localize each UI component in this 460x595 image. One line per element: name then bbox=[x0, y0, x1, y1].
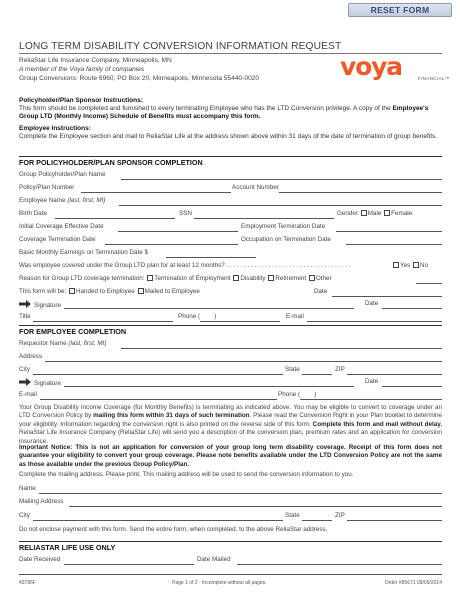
termination-of-employment-checkbox[interactable] bbox=[147, 275, 153, 281]
mailing-address-label: Mailing Address bbox=[19, 498, 64, 505]
date-received-label: Date Received bbox=[19, 556, 61, 563]
birth-date-field[interactable] bbox=[55, 218, 175, 219]
mailing-instruction: Complete the mailing address. Please print. This mailing address will be used to send the conversion information to you. bbox=[19, 471, 354, 478]
mailed-checkbox[interactable] bbox=[138, 288, 144, 294]
male-checkbox[interactable] bbox=[361, 210, 367, 216]
mailing-zip-label: ZIP bbox=[335, 512, 345, 519]
row-mailing-name bbox=[19, 485, 442, 494]
mailing-city-label: City bbox=[19, 512, 30, 519]
occupation-field[interactable] bbox=[346, 244, 442, 245]
row-employee-signature bbox=[19, 378, 442, 387]
basic-earnings-label: Basic Monthly Earnings on Termination Date $ bbox=[19, 249, 149, 256]
female-label: Female bbox=[391, 210, 413, 217]
row-initial-coverage bbox=[19, 223, 442, 232]
coverage-text-3: ReliaStar Life Insurance Company (ReliaStar Life) will send you a description of the conversion plan, premium rates and an application for conversion insurance. bbox=[19, 429, 442, 445]
row-group-policyholder bbox=[19, 171, 442, 180]
retirement-checkbox[interactable] bbox=[268, 275, 274, 281]
state-label: State bbox=[285, 366, 300, 373]
email-field[interactable] bbox=[307, 321, 442, 322]
mailing-state-field[interactable] bbox=[302, 520, 332, 521]
initial-coverage-field[interactable] bbox=[118, 231, 238, 232]
phone-mid: ) bbox=[214, 313, 217, 320]
employee-instructions-text: Complete the Employee section and mail to ReliaStar Life at the address shown above within 31 days of the date of termination of group benefits. bbox=[19, 133, 438, 141]
footer-divider bbox=[19, 574, 442, 575]
policyholder-instructions-heading: Policyholder/Plan Sponsor Instructions: bbox=[19, 97, 143, 104]
employment-termination-label: Employment Termination Date bbox=[241, 223, 326, 230]
city-label: City bbox=[19, 366, 30, 373]
coverage-termination-field[interactable] bbox=[105, 244, 238, 245]
reason-label: Reason for Group LTD coverage termination: bbox=[19, 275, 145, 282]
row-covered-12-months bbox=[19, 262, 442, 271]
row-form-delivery bbox=[19, 288, 442, 297]
employee-signature-arrow-icon bbox=[19, 378, 31, 386]
row-title-phone-email bbox=[19, 313, 442, 322]
mailing-name-label: Name bbox=[19, 485, 36, 492]
employee-instructions bbox=[19, 125, 442, 141]
policyholder-section-heading: FOR POLICYHOLDER/PLAN SPONSOR COMPLETION bbox=[19, 156, 442, 168]
group-policyholder-label: Group Policyholder/Plan Name bbox=[19, 171, 106, 178]
other-reason-field[interactable] bbox=[416, 283, 442, 284]
yes-label: Yes bbox=[400, 262, 411, 269]
address-field[interactable] bbox=[45, 361, 442, 362]
important-notice: Important Notice: This is not an application for conversion of your group long term disability coverage. Receipt of this form does not guarantee your eligibility to convert your group coverage. Please note benefits available under the LTD Conversion Policy are not the same as those available under the previous Group Policy/Plan. bbox=[19, 444, 442, 468]
date-mailed-label: Date Mailed bbox=[197, 556, 231, 563]
employee-signature-label: Signature bbox=[34, 380, 61, 387]
handed-label: Handed to Employee bbox=[76, 288, 135, 295]
handed-checkbox[interactable] bbox=[69, 288, 75, 294]
account-number-field[interactable] bbox=[279, 192, 442, 193]
title-label: Title bbox=[19, 313, 31, 320]
employee-phone-mid: ) bbox=[314, 391, 317, 398]
row-requestor-name bbox=[19, 340, 442, 349]
mailed-label: Mailed to Employee bbox=[144, 288, 200, 295]
company-line-1: ReliaStar Life Insurance Company, Minneapolis, MN bbox=[19, 57, 172, 64]
employee-email-field[interactable] bbox=[40, 399, 277, 400]
employee-instructions-heading: Employee Instructions: bbox=[19, 125, 91, 132]
row-mailing-city bbox=[19, 512, 442, 521]
coverage-termination-label: Coverage Termination Date bbox=[19, 236, 96, 243]
row-no-payment bbox=[19, 526, 442, 535]
voya-logo bbox=[340, 52, 450, 86]
delivery-date-field[interactable] bbox=[332, 296, 442, 297]
initial-coverage-label: Initial Coverage Effective Date bbox=[19, 223, 104, 230]
reset-form-button[interactable]: RESET FORM bbox=[348, 3, 452, 17]
requestor-name-field[interactable] bbox=[121, 348, 442, 349]
company-address bbox=[19, 57, 259, 84]
policyholder-instructions bbox=[19, 97, 442, 122]
row-policyholder-signature bbox=[19, 300, 442, 309]
employee-section-heading: FOR EMPLOYEE COMPLETION bbox=[19, 325, 442, 337]
form-will-be-label: This form will be: bbox=[19, 288, 67, 295]
policy-number-label: Policy/Plan Number bbox=[19, 184, 75, 191]
coverage-bold-2: Complete this form and mail without delay. bbox=[312, 420, 442, 428]
mailing-city-field[interactable] bbox=[33, 520, 283, 521]
mailing-name-field[interactable] bbox=[39, 493, 442, 494]
phone-field[interactable] bbox=[200, 321, 280, 322]
row-basic-earnings bbox=[19, 249, 442, 258]
reason-option-retirement: Retirement bbox=[275, 275, 307, 282]
row-coverage-termination bbox=[19, 236, 442, 245]
voya-logo-word: voya bbox=[340, 52, 402, 81]
yes-checkbox[interactable] bbox=[393, 262, 399, 268]
company-line-3: Group Conversions: Route 6960, PO Box 20, Minneapolis, Minnesota 55440-0020 bbox=[19, 74, 260, 82]
occupation-label: Occupation on Termination Date bbox=[241, 236, 331, 243]
male-label: Male bbox=[367, 210, 382, 217]
coverage-paragraph bbox=[19, 404, 442, 446]
row-policy-number bbox=[19, 184, 442, 193]
employee-phone-field[interactable] bbox=[300, 399, 442, 400]
no-checkbox[interactable] bbox=[413, 262, 419, 268]
employee-name-hint: (last, first, MI) bbox=[67, 197, 106, 204]
signature-arrow-icon bbox=[19, 300, 31, 308]
reason-option-disability: Disability bbox=[240, 275, 266, 282]
coverage-text-1: Your Group Disability Income Coverage (for Monthly Benefits) is terminating as indicated above. You may be eligible to convert to coverage under an LTD Conversion Policy by bbox=[19, 404, 442, 420]
footer-page-number: Page 1 of 2 - Incomplete without all pages. bbox=[172, 580, 267, 586]
phone-label: Phone ( bbox=[178, 313, 201, 320]
row-reason bbox=[19, 275, 442, 284]
state-field[interactable] bbox=[302, 374, 332, 375]
mailing-address-field[interactable] bbox=[69, 506, 442, 507]
company-line-2: A member of the Voya family of companies bbox=[19, 65, 145, 73]
policy-number-field[interactable] bbox=[81, 192, 231, 193]
coverage-bold-1: mailing this form within 31 days of such termination bbox=[93, 412, 250, 420]
female-checkbox[interactable] bbox=[384, 210, 390, 216]
row-birth-ssn-gender bbox=[19, 210, 442, 219]
form-title: LONG TERM DISABILITY CONVERSION INFORMATION REQUEST bbox=[19, 41, 342, 52]
birth-date-label: Birth Date bbox=[19, 210, 47, 217]
coverage-text-2: . Please read the Conversion Right in your Plan booklet to determine your eligibility. Information regarding the conversion right is also printed on the reverse side of this form. bbox=[19, 412, 442, 428]
address-label: Address bbox=[19, 353, 43, 360]
other-checkbox[interactable] bbox=[309, 275, 315, 281]
ssn-field[interactable] bbox=[194, 218, 334, 219]
policyholder-signature-field[interactable] bbox=[64, 308, 354, 309]
policyholder-signature-date-label: Date bbox=[365, 300, 379, 307]
footer-order-number: Order #85671 09/09/2014 bbox=[384, 580, 442, 586]
zip-label: ZIP bbox=[335, 366, 345, 373]
no-payment-note: Do not enclose payment with this form. Send the entire form, when completed, to the above ReliaStar address. bbox=[19, 526, 328, 533]
row-employee-name bbox=[19, 197, 442, 206]
no-label: No bbox=[420, 262, 429, 269]
mailing-zip-field[interactable] bbox=[347, 520, 442, 521]
row-city-state-zip bbox=[19, 366, 442, 375]
title-field[interactable] bbox=[33, 321, 173, 322]
gender-label: Gender: bbox=[337, 210, 360, 217]
date-received-field[interactable] bbox=[64, 564, 194, 565]
row-address bbox=[19, 353, 442, 362]
requestor-name-label: Requestor Name bbox=[19, 340, 67, 347]
employee-signature-date-field[interactable] bbox=[382, 386, 442, 387]
row-mailing-address bbox=[19, 498, 442, 507]
requestor-name-hint: (last, first, MI) bbox=[68, 340, 107, 347]
employee-signature-date-label: Date bbox=[365, 378, 379, 385]
reason-option-termination: Termination of Employment bbox=[154, 275, 231, 282]
policyholder-instructions-bold: Employee's Group LTD (Monthly Income) Schedule of Benefits must accompany this form. bbox=[19, 105, 429, 121]
basic-earnings-field[interactable] bbox=[166, 257, 256, 258]
mailing-state-label: State bbox=[285, 512, 300, 519]
disability-checkbox[interactable] bbox=[233, 275, 239, 281]
city-field[interactable] bbox=[33, 374, 283, 375]
group-policyholder-field[interactable] bbox=[121, 179, 442, 180]
date-mailed-field[interactable] bbox=[237, 564, 442, 565]
row-reliastar-dates bbox=[19, 556, 442, 565]
employee-name-label: Employee Name bbox=[19, 197, 66, 204]
reliastar-use-heading: RELIASTAR LIFE USE ONLY bbox=[19, 541, 442, 553]
employee-name-field[interactable] bbox=[119, 205, 442, 206]
employee-signature-field[interactable] bbox=[64, 386, 354, 387]
employee-phone-label: Phone ( bbox=[278, 391, 301, 398]
policyholder-signature-date-field[interactable] bbox=[382, 308, 442, 309]
employee-email-label: E-mail bbox=[19, 391, 37, 398]
policyholder-signature-label: Signature bbox=[34, 302, 61, 309]
email-label: E-mail bbox=[286, 313, 304, 320]
footer-form-number: 43786F bbox=[19, 580, 36, 586]
policyholder-instructions-text: This form should be completed and furnished to every terminating Employee who has the LTD Conversion privilege. A copy of the bbox=[19, 105, 393, 113]
delivery-date-label: Date bbox=[314, 288, 328, 295]
reason-option-other: Other bbox=[315, 275, 332, 282]
employment-termination-field[interactable] bbox=[336, 231, 442, 232]
zip-field[interactable] bbox=[347, 374, 442, 375]
row-employee-email-phone bbox=[19, 391, 442, 400]
ssn-label: SSN bbox=[179, 210, 192, 217]
account-number-label: Account Number bbox=[232, 184, 279, 191]
voya-logo-financial: FINANCIAL™ bbox=[418, 76, 450, 81]
covered-12-months-label: Was employee covered under the Group LTD plan for at least 12 months? . . . . . . . . . . . . . . . . . . . . . . . . . . . . . . . . . . . . bbox=[19, 262, 351, 269]
